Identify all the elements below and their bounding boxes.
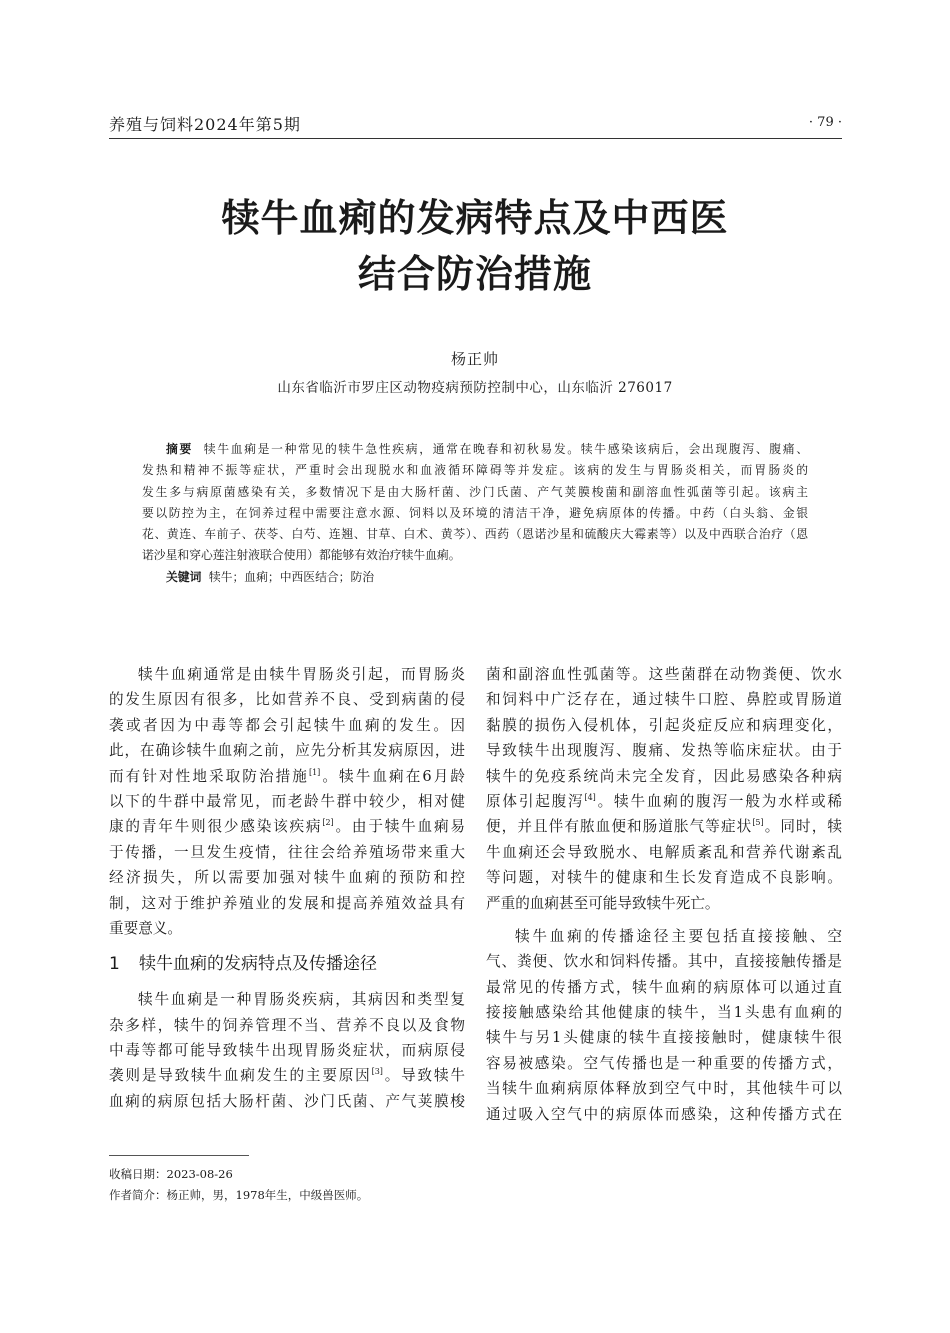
citation-ref: [1] <box>308 767 321 777</box>
paragraph-line: 导致犊牛出现腹泻、腹痛、发热等临床症状。由于 <box>486 742 842 760</box>
paragraph-line: 袭或者因为中毒等都会引起犊牛血痢的发生。因 <box>109 716 465 734</box>
paragraph-line: 血痢的病原包括大肠杆菌、沙门氏菌、产气荚膜梭 <box>109 1092 465 1110</box>
abstract-line: 发热和精神不振等症状，严重时会出现脱水和血液循环障碍等并发症。该病的发生与胃肠炎相关，而胃肠炎的 <box>142 463 808 478</box>
running-header-journal: 养殖与饲料2024年第5期 <box>109 115 301 134</box>
paragraph-line: 等问题，对犊牛的健康和生长发育造成不良影响。 <box>486 869 842 887</box>
paragraph-line: 犊牛与另1头健康的犊牛直接接触时，健康犊牛很 <box>486 1029 842 1047</box>
paragraph-line: 制，这对于维护养殖业的发展和提高养殖效益具有 <box>109 894 465 912</box>
abstract <box>142 439 808 588</box>
citation-ref: [2] <box>322 818 334 828</box>
body-column-left <box>109 662 465 1114</box>
body-column-right <box>486 662 842 1127</box>
paragraph-line: 而有针对性地采取防治措施[1]。犊牛血痢在6月龄 <box>109 767 465 785</box>
keywords-label: 关键词 <box>166 569 202 584</box>
paragraph-line: 以下的牛群中最常见，而老龄牛群中较少，相对健 <box>109 792 465 810</box>
article-title <box>75 190 875 302</box>
paragraph-line: 犊牛血痢的传播途径主要包括直接接触、空 <box>515 927 842 945</box>
paragraph-line: 中毒等都可能导致犊牛出现胃肠炎症状，而病原侵 <box>109 1042 465 1060</box>
section-title: 犊牛血痢的发病特点及传播途径 <box>139 954 377 975</box>
keywords: 犊牛；血痢；中西医结合；防治 <box>208 569 375 584</box>
paragraph-line: 于传播，一旦发生疫情，往往会给养殖场带来重大 <box>109 843 465 861</box>
abstract-line: 诺沙星和穿心莲注射液联合使用）都能够有效治疗犊牛血痢。 <box>142 548 461 563</box>
paragraph-line: 气、粪便、饮水和饲料传播。其中，直接接触传播是 <box>486 953 842 971</box>
footnote-rule <box>109 1155 249 1156</box>
paragraph-line: 此，在确诊犊牛血痢之前，应先分析其发病原因，进 <box>109 742 465 760</box>
paragraph-line: 通过吸入空气中的病原体而感染，这种传播方式在 <box>486 1105 842 1123</box>
title-line-1: 犊牛血痢的发病特点及中西医 <box>221 196 729 240</box>
abstract-line: 发生多与病原菌感染有关，多数情况下是由大肠杆菌、沙门氏菌、产气荚膜梭菌和副溶血性弧菌等引起。该病主 <box>142 484 808 499</box>
author-affiliation: 山东省临沂市罗庄区动物疫病预防控制中心，山东临沂 276017 <box>277 380 673 396</box>
paragraph-line: 接接触感染给其他健康的犊牛，当1头患有血痢的 <box>486 1004 842 1022</box>
paragraph-line: 菌和副溶血性弧菌等。这些菌群在动物粪便、饮水 <box>486 666 842 683</box>
keywords-line <box>142 567 808 588</box>
paragraph-line: 便，并且伴有脓血便和肠道胀气等症状[5]。同时，犊 <box>486 818 842 836</box>
section-number: 1 <box>109 954 120 975</box>
paragraph-line: 杂多样，犊牛的饲养管理不当、营养不良以及食物 <box>109 1016 465 1034</box>
abstract-line: 摘要 犊牛血痢是一种常见的犊牛急性疾病，通常在晚春和初秋易发。犊牛感染该病后，会出现腹泻、腹痛、 <box>166 442 808 456</box>
paragraph-line: 犊牛的免疫系统尚未完全发育，因此易感染各种病 <box>486 767 842 785</box>
paragraph-line: 犊牛血痢通常是由犊牛胃肠炎引起，而胃肠炎 <box>138 666 465 683</box>
paragraph-line: 康的青年牛则很少感染该疾病[2]。由于犊牛血痢易 <box>109 818 465 836</box>
paragraph-line: 容易被感染。空气传播也是一种重要的传播方式， <box>486 1054 842 1072</box>
paragraph-line: 原体引起腹泻[4]。犊牛血痢的腹泻一般为水样或稀 <box>486 792 842 810</box>
paragraph-line: 和饲料中广泛存在，通过犊牛口腔、鼻腔或胃肠道 <box>486 691 842 709</box>
citation-ref: [3] <box>371 1067 383 1077</box>
abstract-line: 要以防控为主，在饲养过程中需要注意水源、饲料以及环境的清洁干净，避免病原体的传播。中药（白头翁、金银 <box>142 505 808 520</box>
page-number: · 79 · <box>808 115 842 130</box>
paragraph-line: 牛血痢还会导致脱水、电解质紊乱和营养代谢紊乱 <box>486 843 842 861</box>
abstract-line: 花、黄连、车前子、茯苓、白芍、连翘、甘草、白术、黄芩）、西药（恩诺沙星和硫酸庆大霉素等）以及中西联合治疗（恩 <box>142 527 808 542</box>
footnotes <box>109 1164 368 1206</box>
paragraph-line: 的发生原因有很多，比如营养不良、受到病菌的侵 <box>109 691 465 709</box>
abstract-label: 摘要 <box>166 442 193 456</box>
paragraph-line: 最常见的传播方式，犊牛血痢的病原体可以通过直 <box>486 978 842 996</box>
section-heading <box>109 941 465 987</box>
paragraph-line: 当犊牛血痢病原体释放到空气中时，其他犊牛可以 <box>486 1080 842 1098</box>
paragraph-line: 袭则是导致犊牛血痢发生的主要原因[3]。导致犊牛 <box>109 1067 465 1085</box>
paragraph-line: 重要意义。 <box>109 919 182 937</box>
citation-ref: [4] <box>584 792 596 802</box>
paragraph-line: 严重的血痢甚至可能导致犊牛死亡。 <box>486 894 720 912</box>
paragraph-line: 经济损失，所以需要加强对犊牛血痢的预防和控 <box>109 869 465 887</box>
author-name: 杨正帅 <box>450 350 499 368</box>
header-rule <box>109 138 842 139</box>
footnote-received-date: 收稿日期：2023-08-26 <box>109 1167 233 1181</box>
paragraph-line: 犊牛血痢是一种胃肠炎疾病，其病因和类型复 <box>138 991 465 1009</box>
citation-ref: [5] <box>752 818 764 828</box>
paragraph-line: 黏膜的损伤入侵机体，引起炎症反应和病理变化， <box>486 716 842 734</box>
footnote-author-bio: 作者简介：杨正帅，男，1978年生，中级兽医师。 <box>109 1188 369 1202</box>
title-line-2: 结合防治措施 <box>357 252 592 296</box>
